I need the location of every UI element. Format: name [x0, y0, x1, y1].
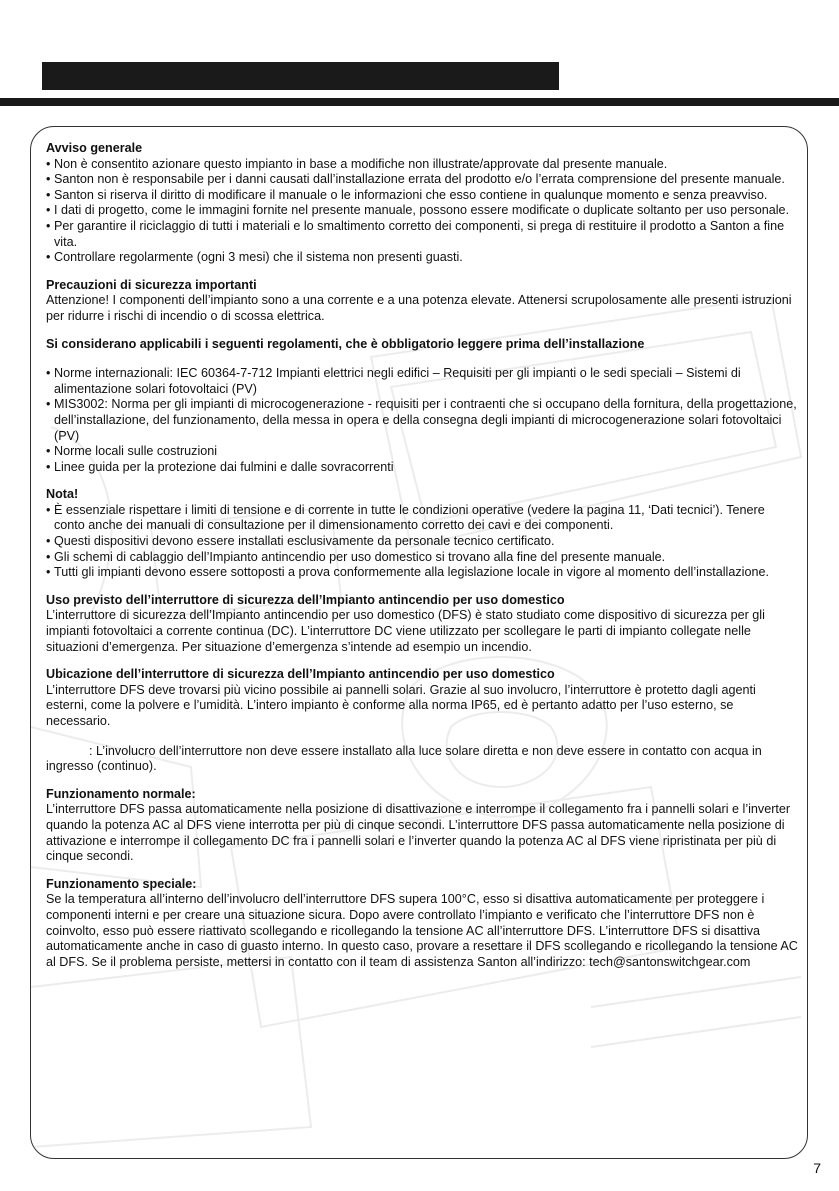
location-text: L’interruttore DFS deve trovarsi più vicino possibile ai pannelli solari. Grazie al suo involucro, l’interruttore è protetto dagli agenti esterni, come la polvere e l’umidità. L’intero impianto è conforme alla norma IP65, ed è pertanto adatto per l’uso esterno, se necessario.: [46, 682, 756, 728]
manual-content: [46, 141, 798, 982]
special-operation-text: Se la temperatura all’interno dell’involucro dell’interruttore DFS supera 100°C, esso si disattiva automaticamente per proteggere i componenti interni e per creare una situazione sicura. Dopo avere controllato l’impianto e verificato che l’interruttore DFS non è coinvolto, esso può essere riattivato scollegando e ricollegando la tensione AC all’interruttore DFS. L’interruttore DFS si disattiva automaticamente anche in caso di guasto interno. In questo caso, provare a resettare il DFS scollegando e ricollegando la tensione AC al DFS. Se il problema persiste, mettersi in contatto con il team di assistenza Santon all’indirizzo: tech@santonswitchgear.com: [46, 892, 798, 969]
list-item: • Gli schemi di cablaggio dell’Impianto antincendio per uso domestico si trovano alla fine del presente manuale.: [46, 550, 798, 566]
location-note: : L’involucro dell’interruttore non deve essere installato alla luce solare diretta e non deve essere in contatto con acqua in ingresso (continuo).: [46, 743, 762, 774]
list-item: • MIS3002: Norma per gli impianti di microcogenerazione - requisiti per i contraenti che si occupano della fornitura, della progettazione, dell’installazione, del funzionamento, della messa in opera e della consegna degli impianti di microcogenerazione solari fotovoltaici (PV): [46, 397, 798, 444]
note-section: [46, 487, 798, 581]
special-operation-title: Funzionamento speciale:: [46, 876, 197, 891]
general-notice-list: [46, 157, 798, 266]
list-item: • Tutti gli impianti devono essere sottoposti a prova conformemente alla legislazione locale in vigore al momento dell’installazione.: [46, 565, 798, 581]
note-title: Nota!: [46, 487, 79, 502]
general-notice-section: [46, 141, 798, 266]
normal-operation-section: [46, 787, 798, 865]
list-item: • Per garantire il riciclaggio di tutti i materiali e lo smaltimento corretto dei componenti, si prega di restituire il prodotto a Santon a fine vita.: [46, 219, 798, 250]
header-rule: [0, 98, 839, 106]
regulations-title: Si considerano applicabili i seguenti regolamenti, che è obbligatorio leggere prima dell’installazione: [46, 336, 645, 351]
list-item: • Non è consentito azionare questo impianto in base a modifiche non illustrate/approvate dal presente manuale.: [46, 157, 798, 173]
regulations-section: [46, 337, 798, 476]
list-item: • Linee guida per la protezione dai fulmini e dalle sovracorrenti: [46, 460, 798, 476]
intended-use-title: Uso previsto dell’interruttore di sicurezza dell’Impianto antincendio per uso domestico: [46, 592, 565, 607]
intended-use-text: L’interruttore di sicurezza dell’Impianto antincendio per uso domestico (DFS) è stato studiato come dispositivo di sicurezza per gli impianti fotovoltaici a corrente continua (DC). L’interruttore DC viene utilizzato per scollegare le parti di impianto collegate nelle situazioni d’emergenza. Per situazione d’emergenza s’intende ad esempio un incendio.: [46, 608, 765, 654]
list-item: • Norme locali sulle costruzioni: [46, 444, 798, 460]
intended-use-section: [46, 593, 798, 655]
regulations-list: [46, 366, 798, 475]
list-item: • Norme internazionali: IEC 60364-7-712 Impianti elettrici negli edifici – Requisiti per gli impianti o le sedi speciali – Sistemi di alimentazione solari fotovoltaici (PV): [46, 366, 798, 397]
page-number: 7: [813, 1160, 821, 1176]
special-operation-section: [46, 877, 798, 971]
list-item: • Santon non è responsabile per i danni causati dall’installazione errata del prodotto e/o l’errata comprensione del presente manuale.: [46, 172, 798, 188]
list-item: • Santon si riserva il diritto di modificare il manuale o le informazioni che esso contiene in qualunque momento e senza preavviso.: [46, 188, 798, 204]
list-item: • È essenziale rispettare i limiti di tensione e di corrente in tutte le condizioni operative (vedere la pagina 11, ‘Dati tecnici’). Tenere conto anche dei manuali di consultazione per il dimensionamento corretto dei cavi e dei componenti.: [46, 503, 798, 534]
safety-title: Precauzioni di sicurezza importanti: [46, 277, 257, 292]
location-title: Ubicazione dell’interruttore di sicurezza dell’Impianto antincendio per uso domestico: [46, 667, 555, 682]
normal-operation-text: L’interruttore DFS passa automaticamente nella posizione di disattivazione e interrompe il collegamento fra i pannelli solari e l’inverter quando la potenza AC al DFS viene interrotta per più di cinque secondi. L’interruttore DFS passa automaticamente nella posizione di attivazione e interrompe il collegamento DC fra i pannelli solari e l’inverter quando la potenza AC al DFS viene ripristinata per più di cinque secondi.: [46, 802, 791, 864]
header-bar: [42, 62, 559, 90]
general-notice-title: Avviso generale: [46, 141, 143, 155]
list-item: • Controllare regolarmente (ogni 3 mesi) che il sistema non presenti guasti.: [46, 250, 798, 266]
list-item: • Questi dispositivi devono essere installati esclusivamente da personale tecnico certificato.: [46, 534, 798, 550]
location-section: [46, 667, 798, 775]
list-item: • I dati di progetto, come le immagini fornite nel presente manuale, possono essere modificate o duplicate soltanto per uso personale.: [46, 203, 798, 219]
normal-operation-title: Funzionamento normale:: [46, 786, 196, 801]
note-list: [46, 503, 798, 581]
safety-section: [46, 278, 798, 325]
safety-text: Attenzione! I componenti dell’impianto sono a una corrente e a una potenza elevate. Attenersi scrupolosamente alle presenti istruzioni per ridurre i rischi di incendio o di scossa elettrica.: [46, 293, 792, 323]
